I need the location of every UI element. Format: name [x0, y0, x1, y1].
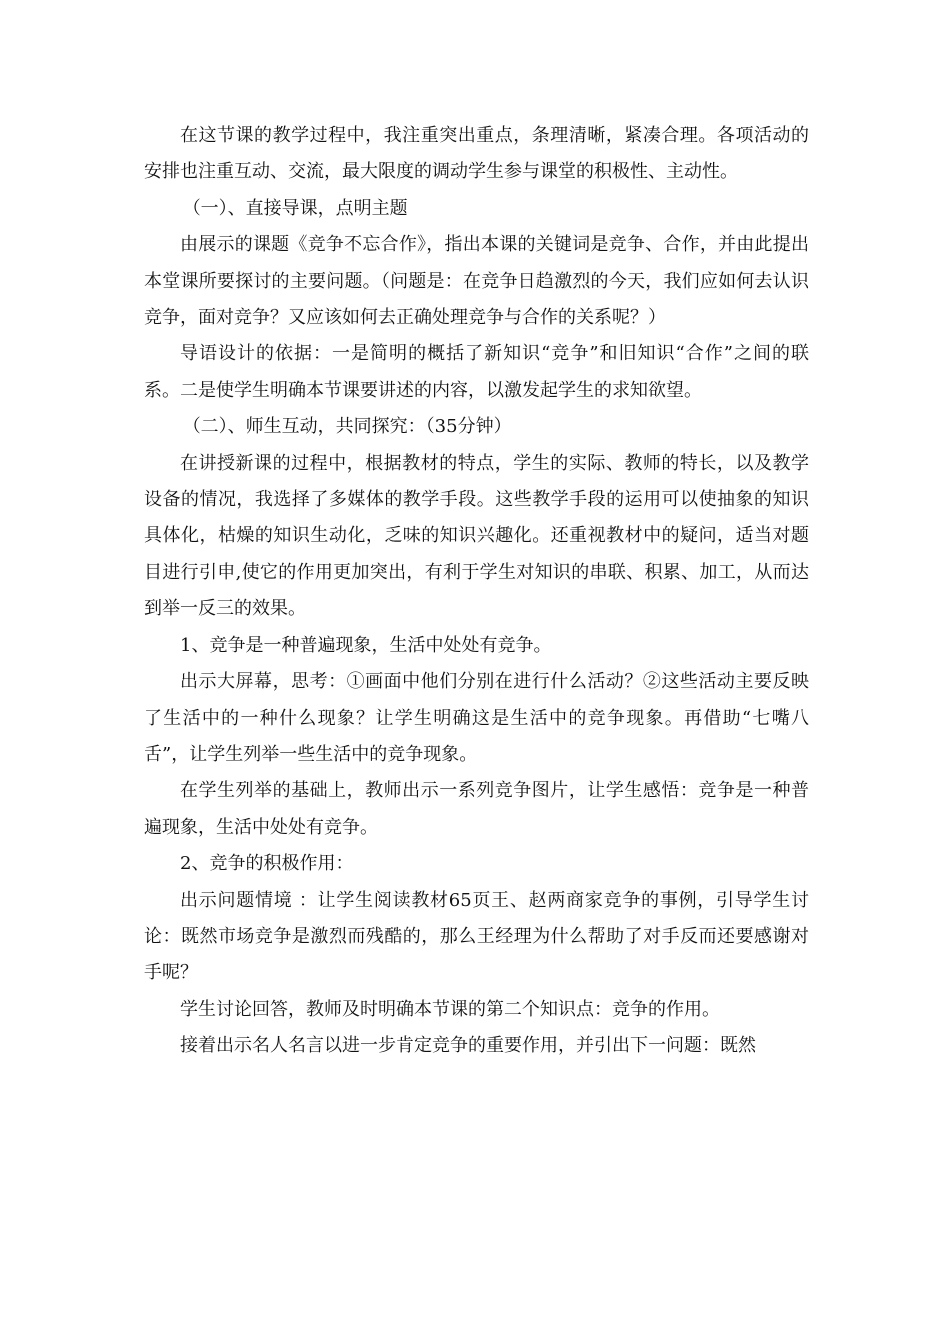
- paragraph-problem-situation: 出示问题情境 ：让学生阅读教材65页王、赵两商家竞争的事例，引导学生讨论：既然市场竞争是激烈而残酷的，那么王经理为什么帮助了对手反而还要感谢对手呢？: [144, 889, 809, 984]
- paragraph-screen-thinking: 出示大屏幕，思考：①画面中他们分别在进行什么活动？②这些活动主要反映了生活中的一种什么现象？让学生明确这是生活中的竞争现象。再借助“七嘴八舌”，让学生列举一些生活中的竞争现象。: [144, 671, 809, 765]
- paragraph-topic: 由展示的课题《竞争不忘合作》，指出本课的关键词是竞争、合作，并由此提出本堂课所要探讨的主要问题。（问题是：在竞争日趋激烈的今天，我们应如何去认识竞争，面对竞争？又应该如何去正确处理竞争与合作的关系呢？）: [144, 234, 809, 329]
- paragraph-intro-basis: 导语设计的依据：一是简明的概括了新知识“竞争”和旧知识“合作”之间的联系。二是使学生明确本节课要讲述的内容，以激发起学生的求知欲望。: [144, 343, 809, 401]
- section-heading-2: （二）、师生互动，共同探究：（35分钟）: [182, 416, 512, 438]
- point-1-heading: 1、竞争是一种普遍现象，生活中处处有竞争。: [180, 634, 552, 656]
- paragraph-teaching-method: 在讲授新课的过程中，根据教材的特点，学生的实际、教师的特长，以及教学设备的情况，我选择了多媒体的教学手段。这些教学手段的运用可以使抽象的知识具体化，枯燥的知识生动化，乏味的知识兴趣化。还重视教材中的疑问，适当对题目进行引申,使它的作用更加突出，有利于学生对知识的串联、积累、加工，从而达到举一反三的效果。: [144, 452, 809, 620]
- document-body: [144, 118, 809, 1065]
- paragraph-student-examples: 在学生列举的基础上，教师出示一系列竞争图片，让学生感悟：竞争是一种普遍现象，生活中处处有竞争。: [144, 780, 809, 838]
- paragraph-quotes: 接着出示名人名言以进一步肯定竞争的重要作用，并引出下一问题：既然: [180, 1035, 756, 1057]
- paragraph-discussion: 学生讨论回答，教师及时明确本节课的第二个知识点：竞争的作用。: [180, 998, 720, 1020]
- point-2-heading: 2、竞争的积极作用：: [180, 853, 354, 875]
- paragraph-intro: 在这节课的教学过程中，我注重突出重点，条理清晰，紧凑合理。各项活动的安排也注重互动、交流，最大限度的调动学生参与课堂的积极性、主动性。: [144, 125, 809, 183]
- section-heading-1: （一）、直接导课，点明主题: [182, 197, 408, 219]
